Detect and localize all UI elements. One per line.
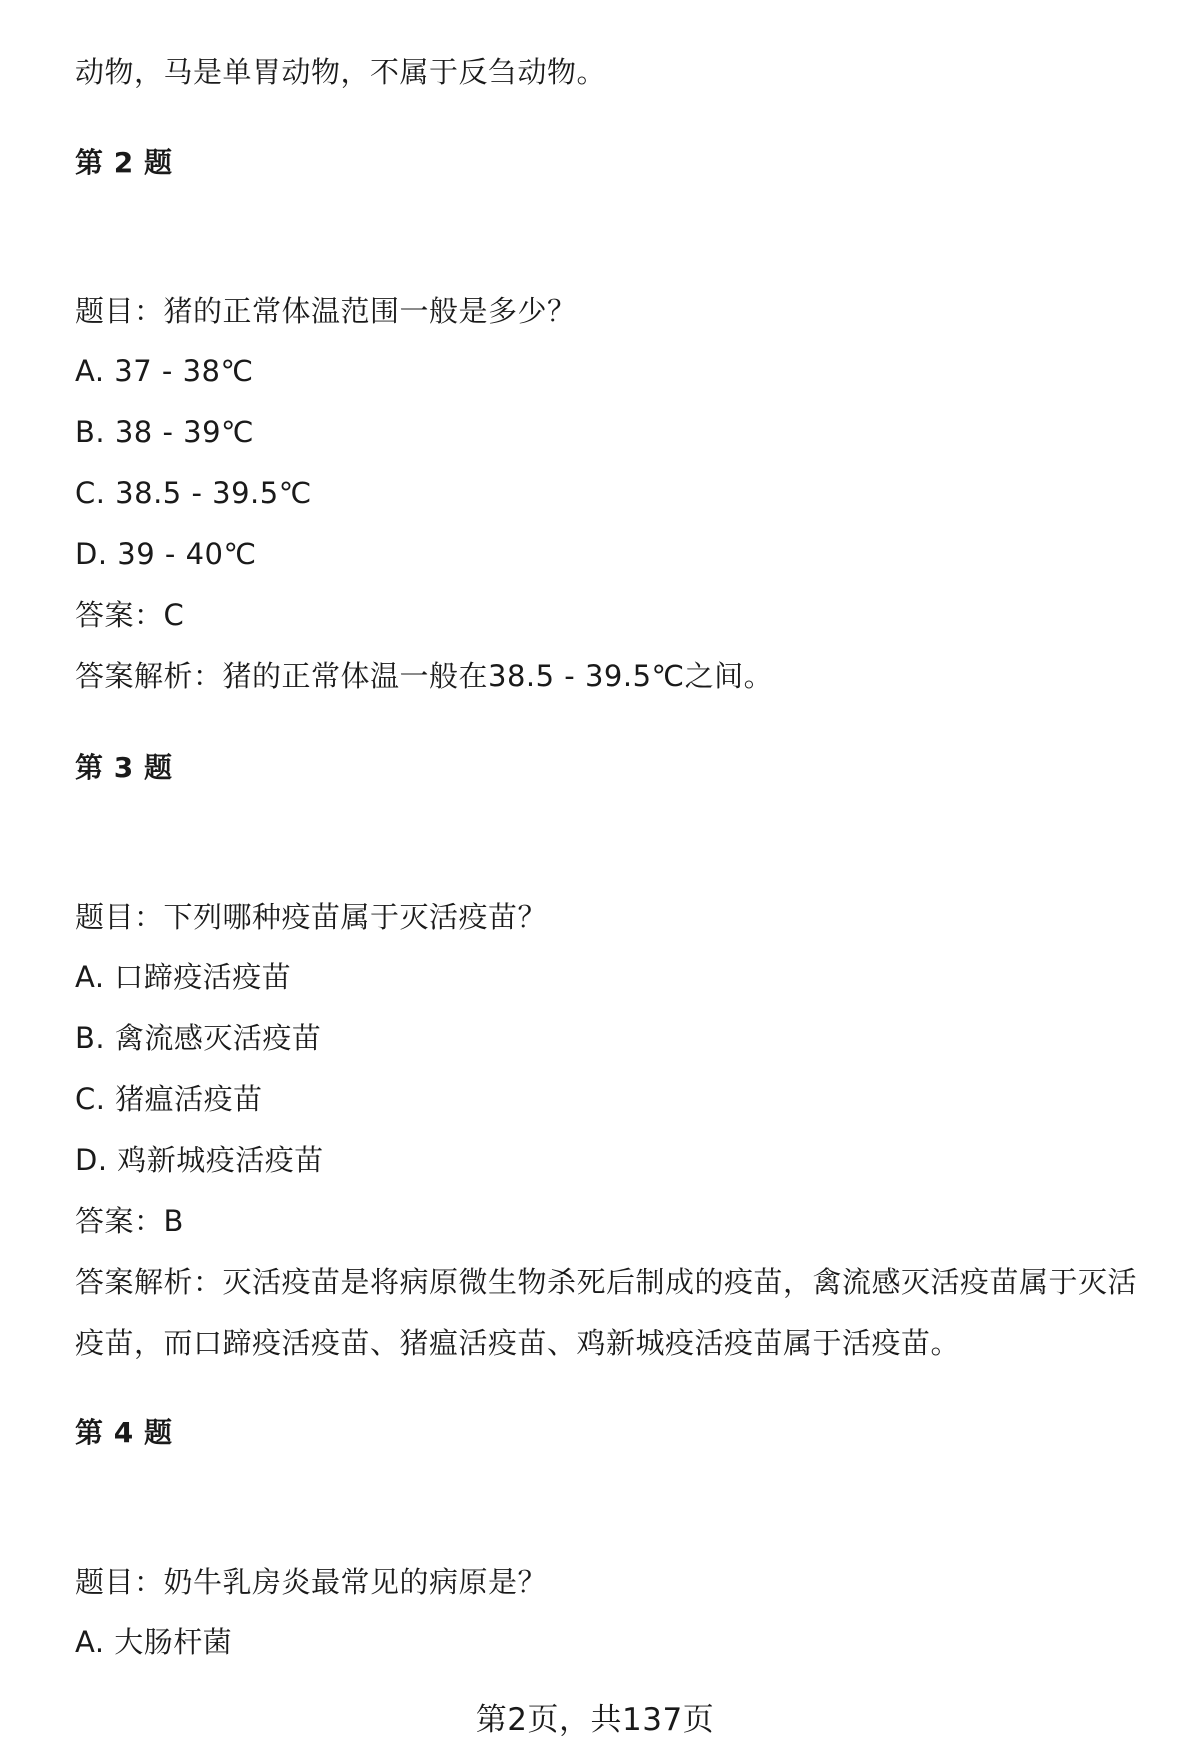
continuation-text: 动物，马是单胃动物，不属于反刍动物。	[75, 55, 607, 89]
option-b: B. 38 - 39℃	[75, 415, 255, 449]
question-prompt: 题目：猪的正常体温范围一般是多少？	[75, 294, 577, 328]
answer: 答案：C	[75, 598, 185, 632]
explanation: 答案解析：灭活疫苗是将病原微生物杀死后制成的疫苗，禽流感灭活疫苗属于灭活疫苗，而口蹄疫活疫苗、猪瘟活疫苗、鸡新城疫活疫苗属于活疫苗。	[75, 1265, 1138, 1360]
option-b: B. 禽流感灭活疫苗	[75, 1021, 322, 1055]
question-heading: 第 3 题	[75, 751, 173, 784]
option-d: D. 39 - 40℃	[75, 537, 257, 571]
option-d: D. 鸡新城疫活疫苗	[75, 1143, 324, 1177]
page-footer: 第2页，共137页	[475, 1702, 715, 1738]
option-a: A. 口蹄疫活疫苗	[75, 960, 292, 994]
option-c: C. 猪瘟活疫苗	[75, 1082, 263, 1116]
option-a: A. 大肠杆菌	[75, 1625, 233, 1659]
question-prompt: 题目：下列哪种疫苗属于灭活疫苗？	[75, 900, 548, 934]
option-c: C. 38.5 - 39.5℃	[75, 476, 312, 510]
answer: 答案：B	[75, 1204, 184, 1238]
option-a: A. 37 - 38℃	[75, 354, 254, 388]
question-heading: 第 2 题	[75, 146, 173, 179]
explanation: 答案解析：猪的正常体温一般在38.5 - 39.5℃之间。	[75, 659, 774, 693]
question-prompt: 题目：奶牛乳房炎最常见的病原是？	[75, 1565, 548, 1599]
question-heading: 第 4 题	[75, 1416, 173, 1449]
